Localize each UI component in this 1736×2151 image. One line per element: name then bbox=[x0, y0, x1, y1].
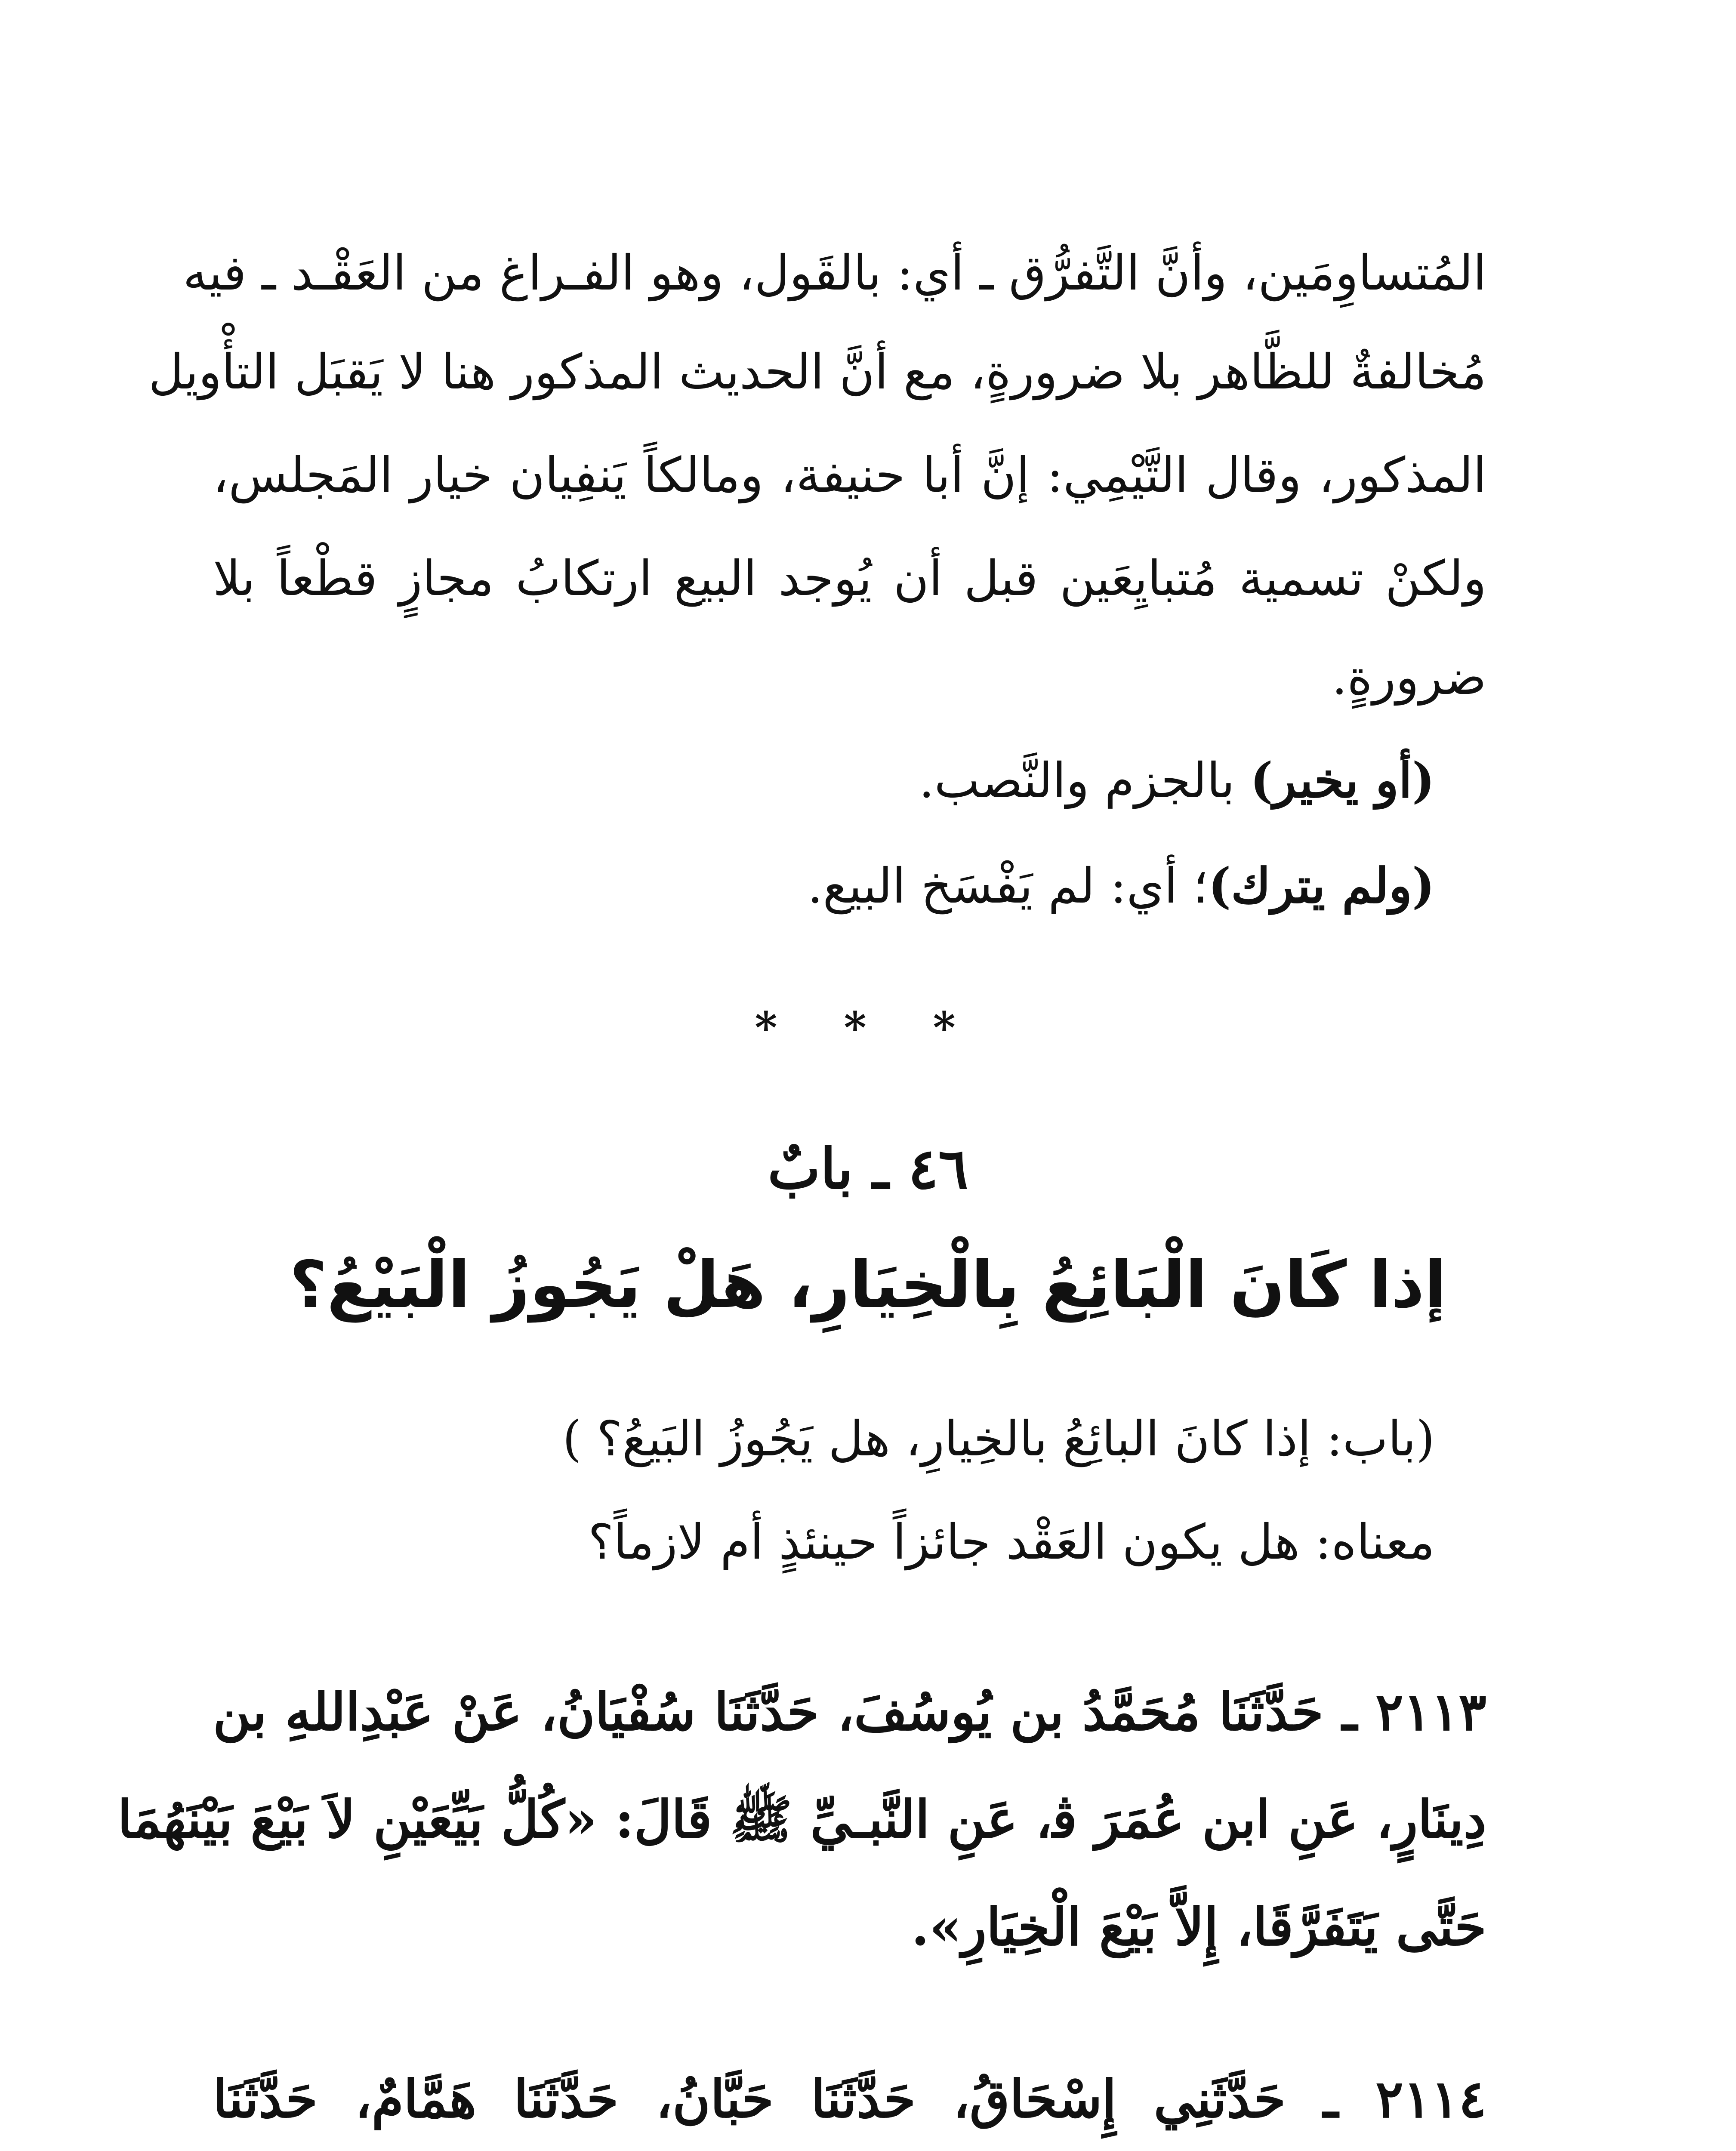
hadith-line: حَتَّى يَتَفَرَّقَا، إِلاَّ بَيْعَ الْخِيَارِ». bbox=[911, 1897, 1486, 1957]
commentary-line: ولكنْ تسمية مُتبايِعَين قبل أن يُوجد البيع ارتكابُ مجازٍ قطْعاً بلا bbox=[213, 551, 1486, 607]
gloss-line bbox=[213, 854, 1435, 918]
commentary-line: مُخالفةٌ للظَّاهر بلا ضرورةٍ، مع أنَّ الحديث المذكور هنا لا يَقبَل التأْويل bbox=[148, 344, 1486, 400]
commentary-line: ضرورةٍ. bbox=[1332, 650, 1486, 706]
chapter-number: ٤٦ ـ بابٌ bbox=[768, 1136, 968, 1202]
chapter-commentary-heading: (باب: إذا كانَ البائِعُ بالخِيارِ، هل يَجُوزُ البَيعُ؟ ) bbox=[562, 1411, 1435, 1467]
gloss-term: (أو يخير) bbox=[1250, 752, 1435, 809]
hadith-line: ٢١١٤ ـ حَدَّثَنِي إِسْحَاقُ، حَدَّثَنَا حَبَّانُ، حَدَّثَنَا هَمَّامٌ، حَدَّثَنَا bbox=[213, 2069, 1486, 2129]
commentary-line: المذكور، وقال التَّيْمِي: إنَّ أبا حنيفة، ومالكاً يَنفِيان خيار المَجلس، bbox=[213, 447, 1486, 503]
gloss-term: (ولم يترك) bbox=[1208, 858, 1435, 914]
section-separator: * * * bbox=[755, 1002, 981, 1053]
chapter-title: إذا كَانَ الْبَائِعُ بِالْخِيَارِ، هَلْ يَجُوزُ الْبَيْعُ؟ bbox=[289, 1248, 1447, 1322]
chapter-commentary-meaning: معناه: هل يكون العَقْد جائزاً حينئذٍ أم لازماً؟ bbox=[588, 1514, 1435, 1570]
hadith-line: دِينَارٍ، عَنِ ابن عُمَرَ ﭬ، عَنِ النَّبـيِّ ﷺ قَالَ: «كُلُّ بَيِّعَيْنِ لاَ بَيْعَ بَيْنَهُمَا bbox=[117, 1789, 1486, 1850]
hadith-line: ٢١١٣ ـ حَدَّثَنَا مُحَمَّدُ بن يُوسُفَ، حَدَّثَنَا سُفْيَانُ، عَنْ عَبْدِاللهِ بن bbox=[213, 1682, 1486, 1742]
commentary-line: المُتساوِمَين، وأنَّ التَّفرُّق ـ أي: بالقَول، وهو الفـراغ من العَقْـد ـ فيه bbox=[183, 245, 1486, 301]
gloss-line bbox=[213, 749, 1435, 813]
gloss-text: ؛ أي: لم يَفْسَخ البيع. bbox=[807, 858, 1209, 914]
gloss-text: بالجزم والنَّصب. bbox=[919, 753, 1250, 809]
